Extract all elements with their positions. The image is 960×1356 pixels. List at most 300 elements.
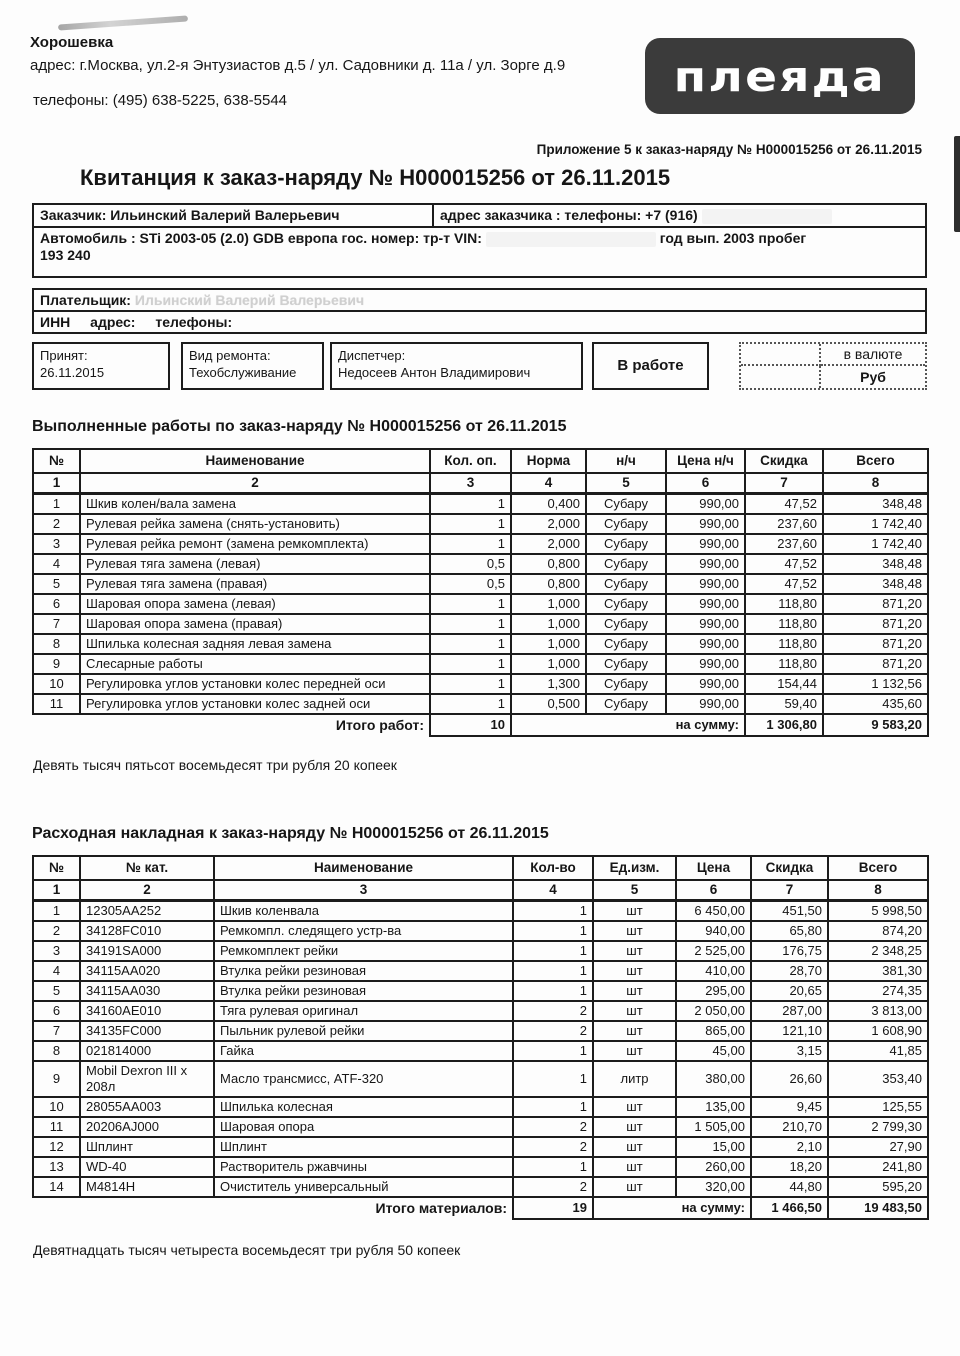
material-name: Масло трансмисс, ATF-320 xyxy=(214,1061,513,1097)
work-discount: 47,52 xyxy=(745,554,823,574)
works-table-row xyxy=(33,634,928,654)
material-row-num: 10 xyxy=(33,1097,80,1117)
staple-scan-mark xyxy=(58,15,188,30)
car-mileage-value: 193 240 xyxy=(40,246,91,263)
work-norm: 1,000 xyxy=(511,654,586,674)
company-header xyxy=(30,34,630,110)
work-price: 990,00 xyxy=(666,614,745,634)
material-discount: 20,65 xyxy=(751,981,828,1001)
works-table-header xyxy=(33,449,928,494)
works-table-row xyxy=(33,654,928,674)
material-row-num: 7 xyxy=(33,1021,80,1041)
work-nch: Субару xyxy=(586,493,666,514)
work-norm: 2,000 xyxy=(511,534,586,554)
material-discount: 3,15 xyxy=(751,1041,828,1061)
material-row-num: 1 xyxy=(33,900,80,921)
materials-table-row xyxy=(33,1041,928,1061)
work-row-num: 11 xyxy=(33,694,80,714)
material-total: 3 813,00 xyxy=(828,1001,928,1021)
work-row-num: 2 xyxy=(33,514,80,534)
materials-col-qty: Кол-во xyxy=(513,856,593,880)
material-total: 2 348,25 xyxy=(828,941,928,961)
material-row-num: 13 xyxy=(33,1157,80,1177)
materials-table-row xyxy=(33,921,928,941)
work-nch: Субару xyxy=(586,574,666,594)
work-qty: 0,5 xyxy=(430,554,511,574)
work-total: 348,48 xyxy=(823,493,928,514)
materials-section-title: Расходная накладная к заказ-наряду № Н000015256 от 26.11.2015 xyxy=(32,824,549,842)
material-row-num: 2 xyxy=(33,921,80,941)
work-row-num: 6 xyxy=(33,594,80,614)
work-name: Рулевая рейка замена (снять-установить) xyxy=(80,514,430,534)
materials-col-total: Всего xyxy=(828,856,928,880)
material-total: 595,20 xyxy=(828,1177,928,1197)
material-unit: шт xyxy=(593,1177,676,1197)
work-discount: 47,52 xyxy=(745,493,823,514)
materials-table-row xyxy=(33,1021,928,1041)
material-price: 865,00 xyxy=(676,1021,751,1041)
material-row-num: 9 xyxy=(33,1061,80,1097)
work-discount: 237,60 xyxy=(745,514,823,534)
material-qty: 1 xyxy=(513,1097,593,1117)
work-row-num: 3 xyxy=(33,534,80,554)
material-total: 125,55 xyxy=(828,1097,928,1117)
material-catalog-number: 28055AA003 xyxy=(80,1097,214,1117)
material-total: 381,30 xyxy=(828,961,928,981)
work-name: Шпилька колесная задняя левая замена xyxy=(80,634,430,654)
work-qty: 1 xyxy=(430,534,511,554)
payer-cell xyxy=(33,289,926,311)
material-name: Гайка xyxy=(214,1041,513,1061)
material-row-num: 12 xyxy=(33,1137,80,1157)
material-price: 320,00 xyxy=(676,1177,751,1197)
material-qty: 1 xyxy=(513,1041,593,1061)
works-table-row xyxy=(33,534,928,554)
car-info: Автомобиль : STi 2003-05 (2.0) GDB европа гос. номер: тр-т VIN: xyxy=(40,229,482,246)
works-col-price: Цена н/ч xyxy=(666,449,745,473)
material-row-num: 14 xyxy=(33,1177,80,1197)
work-qty: 1 xyxy=(430,594,511,614)
work-price: 990,00 xyxy=(666,594,745,614)
work-name: Рулевая тяга замена (левая) xyxy=(80,554,430,574)
works-colnum-4: 4 xyxy=(511,473,586,494)
material-price: 380,00 xyxy=(676,1061,751,1097)
works-table xyxy=(32,448,929,737)
vin-redaction xyxy=(486,232,656,247)
payer-table xyxy=(32,288,927,334)
material-discount: 9,45 xyxy=(751,1097,828,1117)
work-discount: 237,60 xyxy=(745,534,823,554)
material-catalog-number: 34115AA030 xyxy=(80,981,214,1001)
material-row-num: 11 xyxy=(33,1117,80,1137)
works-col-qty: Кол. оп. xyxy=(430,449,511,473)
appendix-line: Приложение 5 к заказ-наряду № Н000015256 от 26.11.2015 xyxy=(536,142,922,157)
work-discount: 118,80 xyxy=(745,594,823,614)
materials-col-unit: Ед.изм. xyxy=(593,856,676,880)
works-table-row xyxy=(33,574,928,594)
materials-table-row xyxy=(33,1177,928,1197)
material-total: 27,90 xyxy=(828,1137,928,1157)
works-table-body xyxy=(33,493,928,714)
material-price: 1 505,00 xyxy=(676,1117,751,1137)
work-discount: 154,44 xyxy=(745,674,823,694)
material-name: Втулка рейки резиновая xyxy=(214,961,513,981)
work-norm: 1,000 xyxy=(511,634,586,654)
material-discount: 18,20 xyxy=(751,1157,828,1177)
pleyada-logo xyxy=(645,38,915,114)
material-price: 295,00 xyxy=(676,981,751,1001)
work-nch: Субару xyxy=(586,534,666,554)
material-discount: 287,00 xyxy=(751,1001,828,1021)
material-total: 874,20 xyxy=(828,921,928,941)
material-catalog-number: M4814H xyxy=(80,1177,214,1197)
dispatcher-label: Диспетчер: xyxy=(338,347,406,363)
works-colnum-6: 6 xyxy=(666,473,745,494)
work-total: 1 742,40 xyxy=(823,514,928,534)
material-name: Ремкомпл. следящего устр-ва xyxy=(214,921,513,941)
work-name: Шаровая опора замена (левая) xyxy=(80,594,430,614)
material-total: 241,80 xyxy=(828,1157,928,1177)
state-box: В работе xyxy=(592,342,709,390)
works-table-row xyxy=(33,493,928,514)
material-qty: 1 xyxy=(513,1157,593,1177)
materials-total-qty: 19 xyxy=(513,1197,593,1219)
work-total: 871,20 xyxy=(823,654,928,674)
material-catalog-number: 34128FC010 xyxy=(80,921,214,941)
work-discount: 59,40 xyxy=(745,694,823,714)
material-catalog-number: 12305AA252 xyxy=(80,900,214,921)
work-row-num: 8 xyxy=(33,634,80,654)
materials-colnum-1: 1 xyxy=(33,880,80,901)
work-total: 435,60 xyxy=(823,694,928,714)
material-total: 2 799,30 xyxy=(828,1117,928,1137)
work-price: 990,00 xyxy=(666,534,745,554)
work-norm: 0,400 xyxy=(511,493,586,514)
material-price: 2 525,00 xyxy=(676,941,751,961)
material-discount: 28,70 xyxy=(751,961,828,981)
work-qty: 1 xyxy=(430,634,511,654)
customer-address-phone-cell xyxy=(433,204,926,227)
company-address: адрес: г.Москва, ул.2-я Энтузиастов д.5 / ул. Садовники д. 11а / ул. Зорге д.9 xyxy=(30,56,566,74)
work-price: 990,00 xyxy=(666,674,745,694)
work-qty: 0,5 xyxy=(430,574,511,594)
material-name: Очиститель универсальный xyxy=(214,1177,513,1197)
materials-col-cat: № кат. xyxy=(80,856,214,880)
material-price: 6 450,00 xyxy=(676,900,751,921)
material-unit: шт xyxy=(593,1021,676,1041)
repair-type-label: Вид ремонта: xyxy=(189,347,271,363)
currency-label-cell: в валюте xyxy=(821,344,925,366)
work-total: 1 742,40 xyxy=(823,534,928,554)
material-catalog-number: 34160AE010 xyxy=(80,1001,214,1021)
work-price: 990,00 xyxy=(666,514,745,534)
materials-col-discount: Скидка xyxy=(751,856,828,880)
customer-info-table xyxy=(32,203,927,278)
material-row-num: 6 xyxy=(33,1001,80,1021)
works-col-name: Наименование xyxy=(80,449,430,473)
work-nch: Субару xyxy=(586,554,666,574)
works-table-row xyxy=(33,694,928,714)
material-qty: 1 xyxy=(513,941,593,961)
works-colnum-8: 8 xyxy=(823,473,928,494)
company-phones: телефоны: (495) 638-5225, 638-5544 xyxy=(33,91,288,109)
work-price: 990,00 xyxy=(666,493,745,514)
work-norm: 0,500 xyxy=(511,694,586,714)
material-price: 940,00 xyxy=(676,921,751,941)
work-total: 871,20 xyxy=(823,594,928,614)
materials-table-row xyxy=(33,1001,928,1021)
accepted-date: 26.11.2015 xyxy=(40,365,105,381)
accepted-label: Принят: xyxy=(40,347,88,363)
material-discount: 2,10 xyxy=(751,1137,828,1157)
material-qty: 1 xyxy=(513,921,593,941)
works-col-discount: Скидка xyxy=(745,449,823,473)
dispatcher-box xyxy=(330,342,583,390)
material-row-num: 5 xyxy=(33,981,80,1001)
work-row-num: 4 xyxy=(33,554,80,574)
work-norm: 0,800 xyxy=(511,554,586,574)
work-total: 871,20 xyxy=(823,634,928,654)
currency-value-cell: Руб xyxy=(860,368,886,385)
works-col-total: Всего xyxy=(823,449,928,473)
material-unit: шт xyxy=(593,921,676,941)
materials-colnum-7: 7 xyxy=(751,880,828,901)
phone-redaction xyxy=(702,209,832,224)
work-discount: 47,52 xyxy=(745,574,823,594)
car-info-cell xyxy=(33,227,926,277)
material-name: Растворитель ржавчины xyxy=(214,1157,513,1177)
material-name: Тяга рулевая оригинал xyxy=(214,1001,513,1021)
inn-address-phones-cell: ИНН адрес: телефоны: xyxy=(33,311,926,333)
material-discount: 210,70 xyxy=(751,1117,828,1137)
works-colnum-1: 1 xyxy=(33,473,80,494)
material-catalog-number: 20206AJ000 xyxy=(80,1117,214,1137)
materials-table-row xyxy=(33,961,928,981)
works-total-label: Итого работ: xyxy=(335,717,424,734)
material-row-num: 8 xyxy=(33,1041,80,1061)
document-title: Квитанция к заказ-наряду № Н000015256 от 26.11.2015 xyxy=(80,165,671,190)
works-colnum-5: 5 xyxy=(586,473,666,494)
material-unit: литр xyxy=(593,1061,676,1097)
work-name: Рулевая тяга замена (правая) xyxy=(80,574,430,594)
material-unit: шт xyxy=(593,1117,676,1137)
work-qty: 1 xyxy=(430,654,511,674)
material-qty: 1 xyxy=(513,981,593,1001)
material-unit: шт xyxy=(593,1137,676,1157)
work-price: 990,00 xyxy=(666,554,745,574)
repair-type-box xyxy=(181,342,324,390)
material-catalog-number: Шплинт xyxy=(80,1137,214,1157)
materials-total-label: Итого материалов: xyxy=(375,1200,507,1217)
material-qty: 1 xyxy=(513,1061,593,1097)
work-nch: Субару xyxy=(586,634,666,654)
material-unit: шт xyxy=(593,1157,676,1177)
customer-address-phone: адрес заказчика : телефоны: +7 (916) xyxy=(440,207,698,223)
material-name: Втулка рейки резиновая xyxy=(214,981,513,1001)
works-col-num: № xyxy=(33,449,80,473)
materials-colnum-2: 2 xyxy=(80,880,214,901)
material-name: Шпилька колесная xyxy=(214,1097,513,1117)
company-name: Хорошевка xyxy=(30,34,114,51)
materials-col-name: Наименование xyxy=(214,856,513,880)
materials-colnum-4: 4 xyxy=(513,880,593,901)
materials-table-row xyxy=(33,1097,928,1117)
currency-empty-cell-1 xyxy=(741,344,821,366)
materials-table-row xyxy=(33,1117,928,1137)
currency-empty-cell-2 xyxy=(741,366,821,388)
materials-table-row xyxy=(33,900,928,921)
material-unit: шт xyxy=(593,961,676,981)
work-nch: Субару xyxy=(586,694,666,714)
work-name: Регулировка углов установки колес передней оси xyxy=(80,674,430,694)
material-unit: шт xyxy=(593,1041,676,1061)
material-name: Шкив коленвала xyxy=(214,900,513,921)
materials-colnum-3: 3 xyxy=(214,880,513,901)
works-table-row xyxy=(33,514,928,534)
material-catalog-number: 34191SA000 xyxy=(80,941,214,961)
works-table-row xyxy=(33,594,928,614)
material-qty: 2 xyxy=(513,1117,593,1137)
work-total: 871,20 xyxy=(823,614,928,634)
materials-table-body xyxy=(33,900,928,1197)
material-unit: шт xyxy=(593,900,676,921)
work-qty: 1 xyxy=(430,514,511,534)
accepted-box xyxy=(32,342,170,390)
works-sum-label: на сумму: xyxy=(511,714,745,736)
material-discount: 65,80 xyxy=(751,921,828,941)
work-price: 990,00 xyxy=(666,694,745,714)
works-colnum-2: 2 xyxy=(80,473,430,494)
work-price: 990,00 xyxy=(666,634,745,654)
work-row-num: 7 xyxy=(33,614,80,634)
work-name: Регулировка углов установки колес задней оси xyxy=(80,694,430,714)
works-total-discount: 1 306,80 xyxy=(745,714,823,736)
materials-table-row xyxy=(33,1137,928,1157)
materials-table-row xyxy=(33,981,928,1001)
work-discount: 118,80 xyxy=(745,614,823,634)
material-name: Пыльник рулевой рейки xyxy=(214,1021,513,1041)
customer-name-cell: Заказчик: Ильинский Валерий Валерьевич xyxy=(33,204,433,227)
material-unit: шт xyxy=(593,981,676,1001)
work-total: 348,48 xyxy=(823,574,928,594)
work-total: 1 132,56 xyxy=(823,674,928,694)
works-total-amount: 9 583,20 xyxy=(823,714,928,736)
material-catalog-number: Mobil Dexron III x 208л xyxy=(80,1061,214,1097)
material-catalog-number: WD-40 xyxy=(80,1157,214,1177)
material-unit: шт xyxy=(593,1097,676,1117)
materials-table xyxy=(32,855,929,1220)
works-table-row xyxy=(33,674,928,694)
works-col-norm: Норма xyxy=(511,449,586,473)
work-name: Шкив колен/вала замена xyxy=(80,493,430,514)
works-total-qty: 10 xyxy=(430,714,511,736)
material-row-num: 3 xyxy=(33,941,80,961)
status-row xyxy=(32,342,927,392)
materials-col-price: Цена xyxy=(676,856,751,880)
materials-table-row xyxy=(33,941,928,961)
work-nch: Субару xyxy=(586,594,666,614)
work-qty: 1 xyxy=(430,614,511,634)
work-discount: 118,80 xyxy=(745,634,823,654)
material-qty: 1 xyxy=(513,900,593,921)
material-discount: 26,60 xyxy=(751,1061,828,1097)
material-total: 274,35 xyxy=(828,981,928,1001)
material-discount: 451,50 xyxy=(751,900,828,921)
work-nch: Субару xyxy=(586,674,666,694)
material-qty: 1 xyxy=(513,961,593,981)
material-price: 410,00 xyxy=(676,961,751,981)
materials-amount-in-words: Девятнадцать тысяч четыреста восемьдесят три рубля 50 копеек xyxy=(33,1241,461,1258)
work-nch: Субару xyxy=(586,514,666,534)
repair-type-value: Техобслуживание xyxy=(189,365,297,381)
materials-table-header xyxy=(33,856,928,901)
materials-total-discount: 1 466,50 xyxy=(751,1197,828,1219)
work-total: 348,48 xyxy=(823,554,928,574)
material-discount: 176,75 xyxy=(751,941,828,961)
material-price: 15,00 xyxy=(676,1137,751,1157)
work-norm: 1,300 xyxy=(511,674,586,694)
work-nch: Субару xyxy=(586,654,666,674)
material-discount: 121,10 xyxy=(751,1021,828,1041)
material-name: Ремкомплект рейки xyxy=(214,941,513,961)
material-unit: шт xyxy=(593,941,676,961)
works-col-nch: н/ч xyxy=(586,449,666,473)
material-catalog-number: 34135FC000 xyxy=(80,1021,214,1041)
material-qty: 2 xyxy=(513,1177,593,1197)
work-row-num: 10 xyxy=(33,674,80,694)
material-total: 353,40 xyxy=(828,1061,928,1097)
work-norm: 2,000 xyxy=(511,514,586,534)
material-price: 135,00 xyxy=(676,1097,751,1117)
payer-label: Плательщик: xyxy=(40,291,131,308)
material-qty: 2 xyxy=(513,1001,593,1021)
materials-sum-label: на сумму: xyxy=(593,1197,751,1219)
work-name: Рулевая рейка ремонт (замена ремкомплекта) xyxy=(80,534,430,554)
material-qty: 2 xyxy=(513,1137,593,1157)
material-total: 1 608,90 xyxy=(828,1021,928,1041)
materials-table-row xyxy=(33,1157,928,1177)
car-year-mileage-label: год вып. 2003 пробег xyxy=(659,229,807,246)
work-qty: 1 xyxy=(430,694,511,714)
materials-totals-row xyxy=(33,1197,928,1219)
pleyada-logo-text: плеяда xyxy=(673,51,887,101)
materials-col-num: № xyxy=(33,856,80,880)
material-price: 45,00 xyxy=(676,1041,751,1061)
work-row-num: 5 xyxy=(33,574,80,594)
material-price: 2 050,00 xyxy=(676,1001,751,1021)
materials-total-amount: 19 483,50 xyxy=(828,1197,928,1219)
work-price: 990,00 xyxy=(666,574,745,594)
materials-table-row xyxy=(33,1061,928,1097)
scan-edge-artifact xyxy=(954,136,960,232)
materials-colnum-6: 6 xyxy=(676,880,751,901)
material-total: 41,85 xyxy=(828,1041,928,1061)
work-name: Слесарные работы xyxy=(80,654,430,674)
works-totals-row xyxy=(33,714,928,736)
material-catalog-number: 021814000 xyxy=(80,1041,214,1061)
work-row-num: 9 xyxy=(33,654,80,674)
work-row-num: 1 xyxy=(33,493,80,514)
material-name: Шаровая опора xyxy=(214,1117,513,1137)
material-unit: шт xyxy=(593,1001,676,1021)
materials-colnum-8: 8 xyxy=(828,880,928,901)
material-qty: 2 xyxy=(513,1021,593,1041)
materials-colnum-5: 5 xyxy=(593,880,676,901)
works-amount-in-words: Девять тысяч пятьсот восемьдесят три рубля 20 копеек xyxy=(33,756,397,773)
work-norm: 1,000 xyxy=(511,614,586,634)
work-nch: Субару xyxy=(586,614,666,634)
material-catalog-number: 34115AA020 xyxy=(80,961,214,981)
